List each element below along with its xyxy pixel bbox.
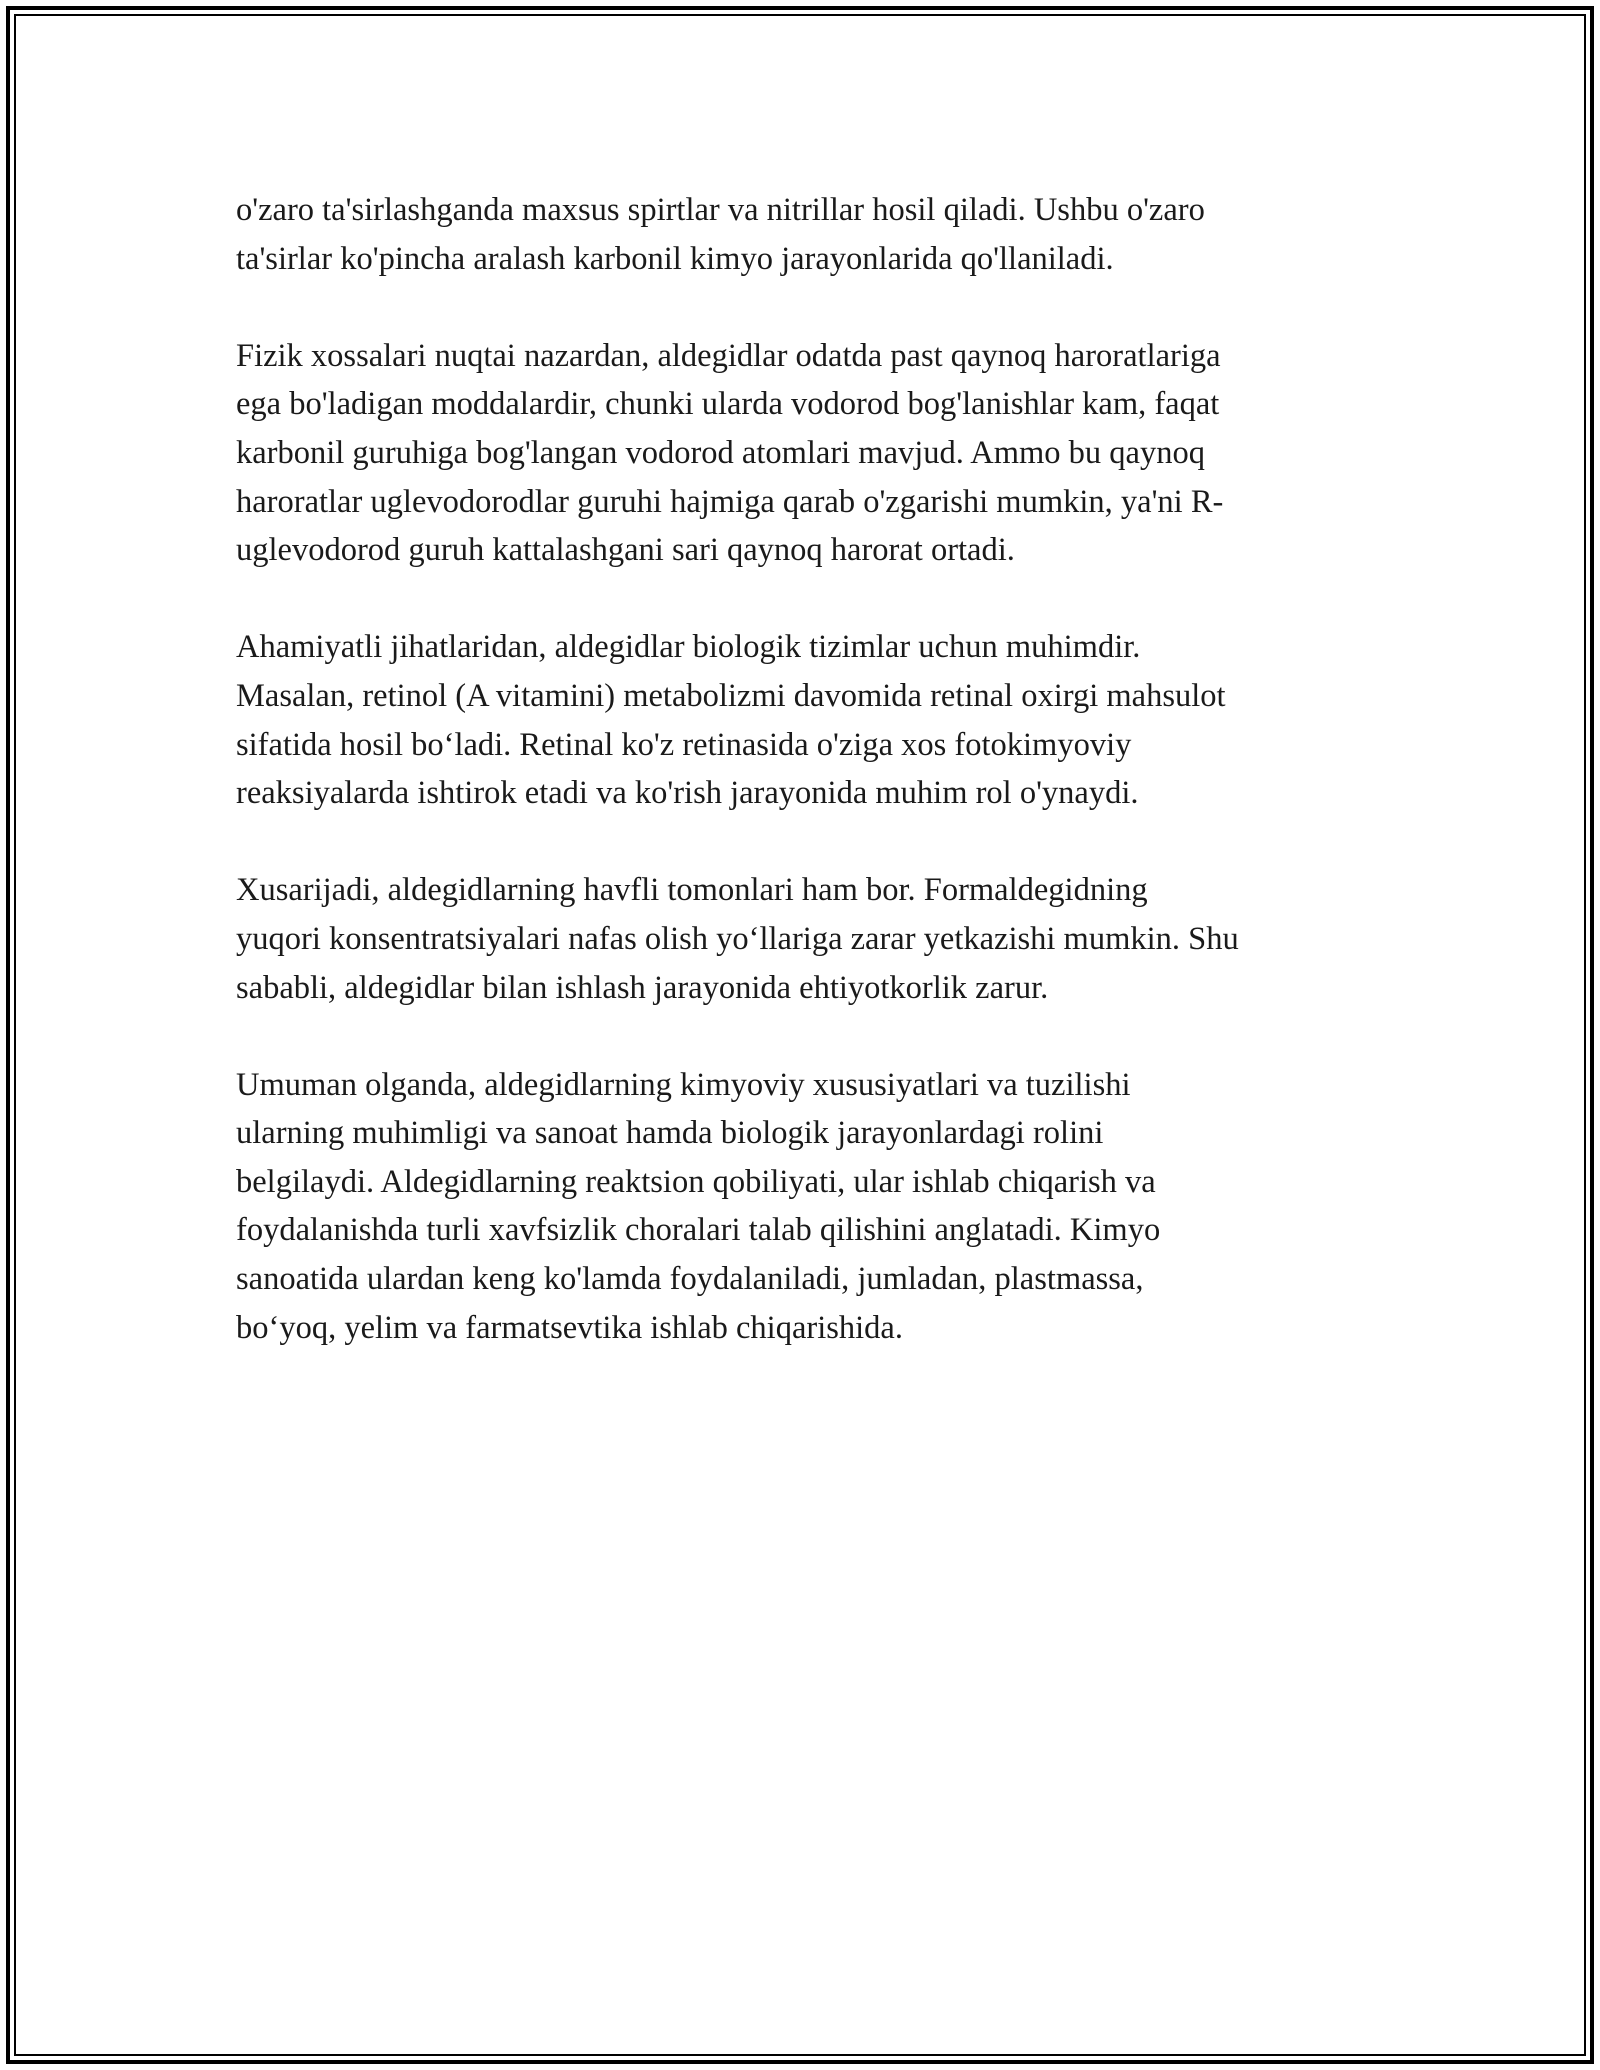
paragraph-3: Ahamiyatli jihatlaridan, aldegidlar biologik tizimlar uchun muhimdir. Masalan, retinol (A vitamini) metabolizmi davomida retinal oxirgi mahsulot sifatida hosil bo‘ladi. Retinal ko'z retinasida o'ziga xos fotokimyoviy reaksiyalarda ishtirok etadi va ko'rish jarayonida muhim rol o'ynaydi. xyxy=(236,629,1226,812)
paragraph-5: Umuman olganda, aldegidlarning kimyoviy xususiyatlari va tuzilishi ularning muhimligi va sanoat hamda biologik jarayonlardagi rolini belgilaydi. Aldegidlarning reaktsion qobiliyati, ular ishlab chiqarish va foydalanishda turli xavfsizlik choralari talab qilishini anglatadi. Kimyo sanoatida ulardan keng ko'lamda foydalaniladi, jumladan, plastmassa, bo‘yoq, yelim va farmatsevtika ishlab chiqarishida. xyxy=(236,1066,1161,1346)
paragraph-4: Xusarijadi, aldegidlarning havfli tomonlari ham bor. Formaldegidning yuqori konsentratsiyalari nafas olish yo‘llariga zarar yetkazishi mumkin. Shu sababli, aldegidlar bilan ishlash jarayonida ehtiyotkorlik zarur. xyxy=(236,872,1239,1006)
document-body xyxy=(236,186,1396,1401)
paragraph-1: o'zaro ta'sirlashganda maxsus spirtlar va nitrillar hosil qiladi. Ushbu o'zaro ta'sirlar ko'pincha aralash karbonil kimyo jarayonlarida qo'llaniladi. xyxy=(236,192,1205,277)
paragraph-2: Fizik xossalari nuqtai nazardan, aldegidlar odatda past qaynoq haroratlariga ega bo'ladigan moddalardir, chunki ularda vodorod bog'lanishlar kam, faqat karbonil guruhiga bog'langan vodorod atomlari mavjud. Ammo bu qaynoq haroratlar uglevodorodlar guruhi hajmiga qarab o'zgarishi mumkin, ya'ni R- uglevodorod guruh kattalashgani sari qaynoq harorat ortadi. xyxy=(236,337,1224,569)
